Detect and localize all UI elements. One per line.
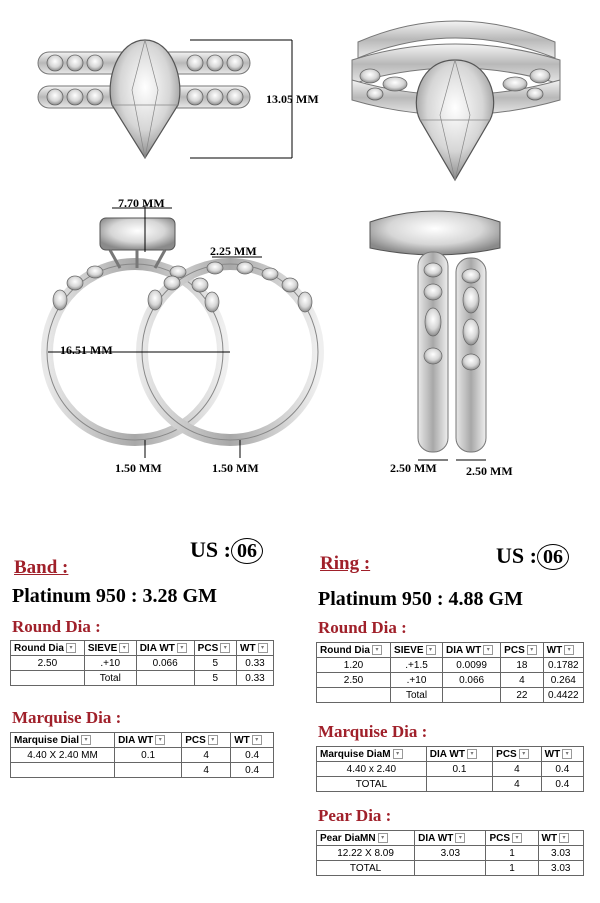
band-metal: Platinum 950 : 3.28 GM xyxy=(12,585,217,607)
table-header xyxy=(317,643,584,658)
table-total-row: TOTAL 4 0.4 xyxy=(317,777,584,792)
table-total-row: 4 0.4 xyxy=(11,763,274,778)
side-rings-image xyxy=(47,205,318,458)
ring-pear-table xyxy=(316,830,584,876)
col-header: WT ▾ xyxy=(538,831,583,846)
col-header: WT ▾ xyxy=(543,643,583,658)
col-header: PCS ▾ xyxy=(486,831,538,846)
col-header: PCS ▾ xyxy=(194,641,236,656)
table-row: 2.50 .+10 0.066 4 0.264 xyxy=(317,673,584,688)
table-row: 12.22 X 8.09 3.03 1 3.03 xyxy=(317,846,584,861)
ring-marquise-title: Marquise Dia : xyxy=(318,722,428,741)
band-marquise-title: Marquise Dia : xyxy=(12,708,122,727)
col-header: Marquise DiaM ▾ xyxy=(317,747,427,762)
col-header: WT ▾ xyxy=(231,733,274,748)
col-header: WT ▾ xyxy=(541,747,583,762)
col-header: WT ▾ xyxy=(237,641,274,656)
table-row: 1.20 .+1.5 0.0099 18 0.1782 xyxy=(317,658,584,673)
dim-side-right: 2.50 MM xyxy=(466,464,513,478)
table-total-row: TOTAL 1 3.03 xyxy=(317,861,584,876)
table-total-row: Total 5 0.33 xyxy=(11,671,274,686)
perspective-view-image xyxy=(352,21,560,180)
col-header: Round Dia ▾ xyxy=(11,641,85,656)
band-us-size: US : 06 xyxy=(190,537,263,564)
dim-inner-diameter: 16.51 MM xyxy=(60,343,113,357)
col-header: PCS ▾ xyxy=(182,733,231,748)
ring-title: Ring : xyxy=(320,553,371,574)
band-round-table xyxy=(10,640,274,686)
col-header: PCS ▾ xyxy=(501,643,543,658)
col-header: PCS ▾ xyxy=(493,747,541,762)
table-row: 4.40 x 2.40 0.1 4 0.4 xyxy=(317,762,584,777)
front-view-image xyxy=(38,40,292,158)
table-row: 4.40 X 2.40 MM 0.1 4 0.4 xyxy=(11,748,274,763)
profile-view-image xyxy=(370,211,500,460)
col-header: Round Dia ▾ xyxy=(317,643,391,658)
dim-side-left: 2.50 MM xyxy=(390,461,437,475)
col-header: SIEVE ▾ xyxy=(84,641,136,656)
col-header: DIA WT ▾ xyxy=(415,831,486,846)
band-title: Band : xyxy=(14,557,69,578)
ring-us-size: US : 06 xyxy=(496,543,569,570)
ring-metal: Platinum 950 : 4.88 GM xyxy=(318,588,523,610)
table-header xyxy=(317,831,584,846)
col-header: SIEVE ▾ xyxy=(391,643,443,658)
table-header xyxy=(11,641,274,656)
dim-height: 13.05 MM xyxy=(266,92,319,106)
dim-shank-left: 1.50 MM xyxy=(115,461,162,475)
dim-band-width: 2.25 MM xyxy=(210,244,257,258)
table-row: 2.50 .+10 0.066 5 0.33 xyxy=(11,656,274,671)
table-header xyxy=(317,747,584,762)
band-size-circle: 06 xyxy=(231,538,263,564)
ring-marquise-table xyxy=(316,746,584,792)
col-header: Marquise Dial ▾ xyxy=(11,733,115,748)
band-marquise-table xyxy=(10,732,274,778)
dim-head-width: 7.70 MM xyxy=(118,196,165,210)
table-total-row: Total 22 0.4422 xyxy=(317,688,584,703)
col-header: DIA WT ▾ xyxy=(136,641,194,656)
dim-shank-right: 1.50 MM xyxy=(212,461,259,475)
ring-round-title: Round Dia : xyxy=(318,618,407,637)
band-round-title: Round Dia : xyxy=(12,617,101,636)
table-header xyxy=(11,733,274,748)
col-header: DIA WT ▾ xyxy=(443,643,501,658)
ring-round-table xyxy=(316,642,584,703)
col-header: DIA WT ▾ xyxy=(115,733,182,748)
ring-pear-title: Pear Dia : xyxy=(318,806,392,825)
col-header: DIA WT ▾ xyxy=(426,747,492,762)
ring-size-circle: 06 xyxy=(537,544,569,570)
col-header: Pear DiaMN ▾ xyxy=(317,831,415,846)
